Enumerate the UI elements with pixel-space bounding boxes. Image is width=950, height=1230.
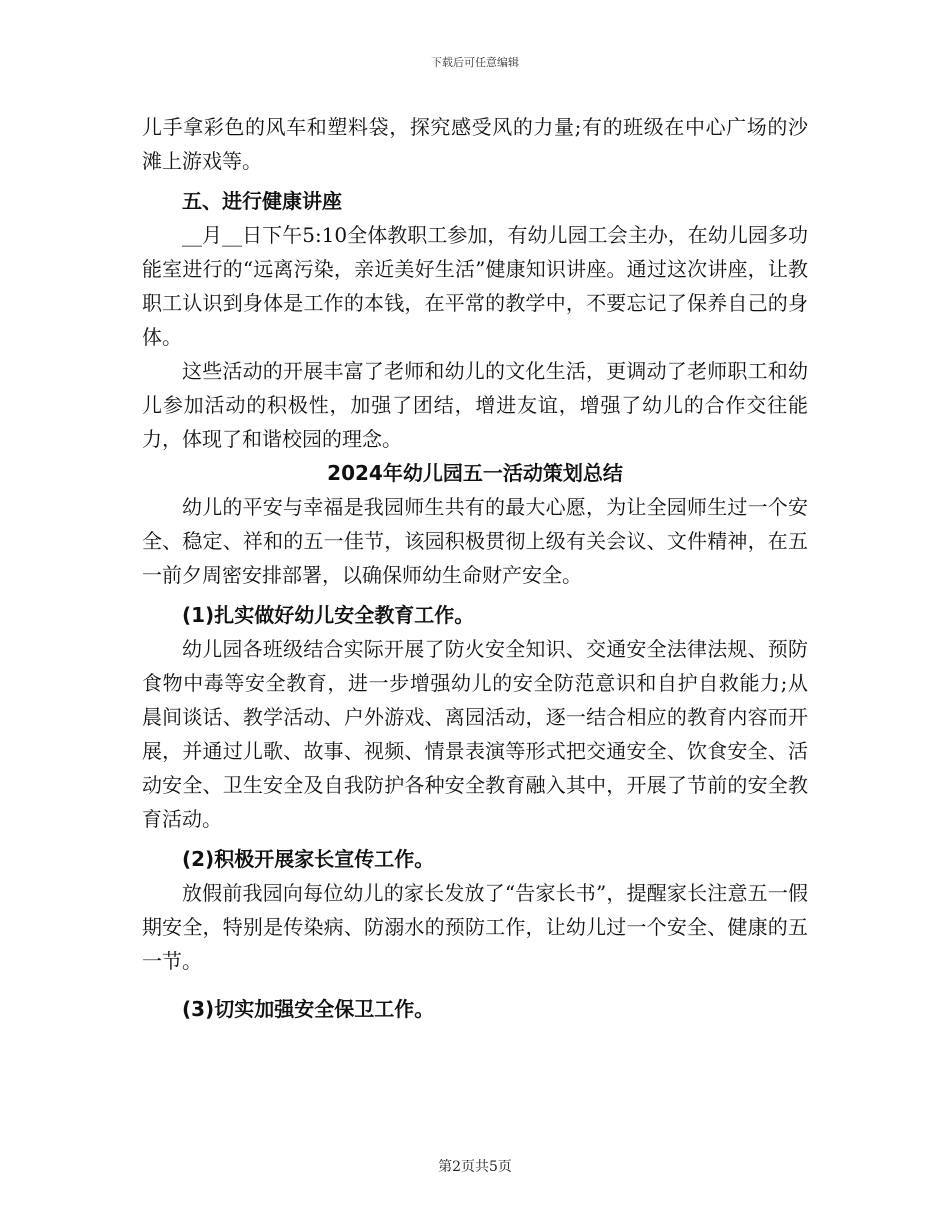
item-heading-1: (1)扎实做好幼儿安全教育工作。 xyxy=(182,603,475,627)
paragraph-continued: 儿手拿彩色的风车和塑料袋，探究感受风的力量;有的班级在中心广场的沙滩上游戏等。 xyxy=(142,115,808,173)
page-header-note: 下载后可任意编辑 xyxy=(431,56,519,69)
paragraph-intro: 幼儿的平安与幸福是我园师生共有的最大心愿，为让全园师生过一个安全、稳定、祥和的五一佳节，该园积极贯彻上级有关会议、文件精神，在五一前夕周密安排部署，以确保师幼生命财产安全。 xyxy=(142,495,808,587)
item-heading-3: (3)切实加强安全保卫工作。 xyxy=(182,997,435,1021)
paragraph-item-2: 放假前我园向每位幼儿的家长发放了“告家长书”，提醒家长注意五一假期安全，特别是传染病、防溺水的预防工作，让幼儿过一个安全、健康的五一节。 xyxy=(142,881,808,973)
page-number: 第2页共5页 xyxy=(438,1159,512,1175)
document-body xyxy=(142,110,808,1026)
section-heading-5: 五、进行健康讲座 xyxy=(182,189,342,213)
paragraph-summary: 这些活动的开展丰富了老师和幼儿的文化生活，更调动了老师职工和幼儿参加活动的积极性，加强了团结，增进友谊，增强了幼儿的合作交往能力，体现了和谐校园的理念。 xyxy=(142,359,808,451)
document-title: 2024年幼儿园五一活动策划总结 xyxy=(327,461,623,485)
paragraph-lecture: __月__日下午5:10全体教职工参加，有幼儿园工会主办，在幼儿园多功能室进行的“远离污染，亲近美好生活”健康知识讲座。通过这次讲座，让教职工认识到身体是工作的本钱，在平常的教学中，不要忘记了保养自己的身体。 xyxy=(142,223,808,349)
paragraph-item-1: 幼儿园各班级结合实际开展了防火安全知识、交通安全法律法规、预防食物中毒等安全教育，进一步增强幼儿的安全防范意识和自护自救能力;从晨间谈话、教学活动、户外游戏、离园活动，逐一结合相应的教育内容而开展，并通过儿歌、故事、视频、情景表演等形式把交通安全、饮食安全、活动安全、卫生安全及自我防护各种安全教育融入其中，开展了节前的安全教育活动。 xyxy=(142,637,808,831)
item-heading-2: (2)积极开展家长宣传工作。 xyxy=(182,847,435,871)
